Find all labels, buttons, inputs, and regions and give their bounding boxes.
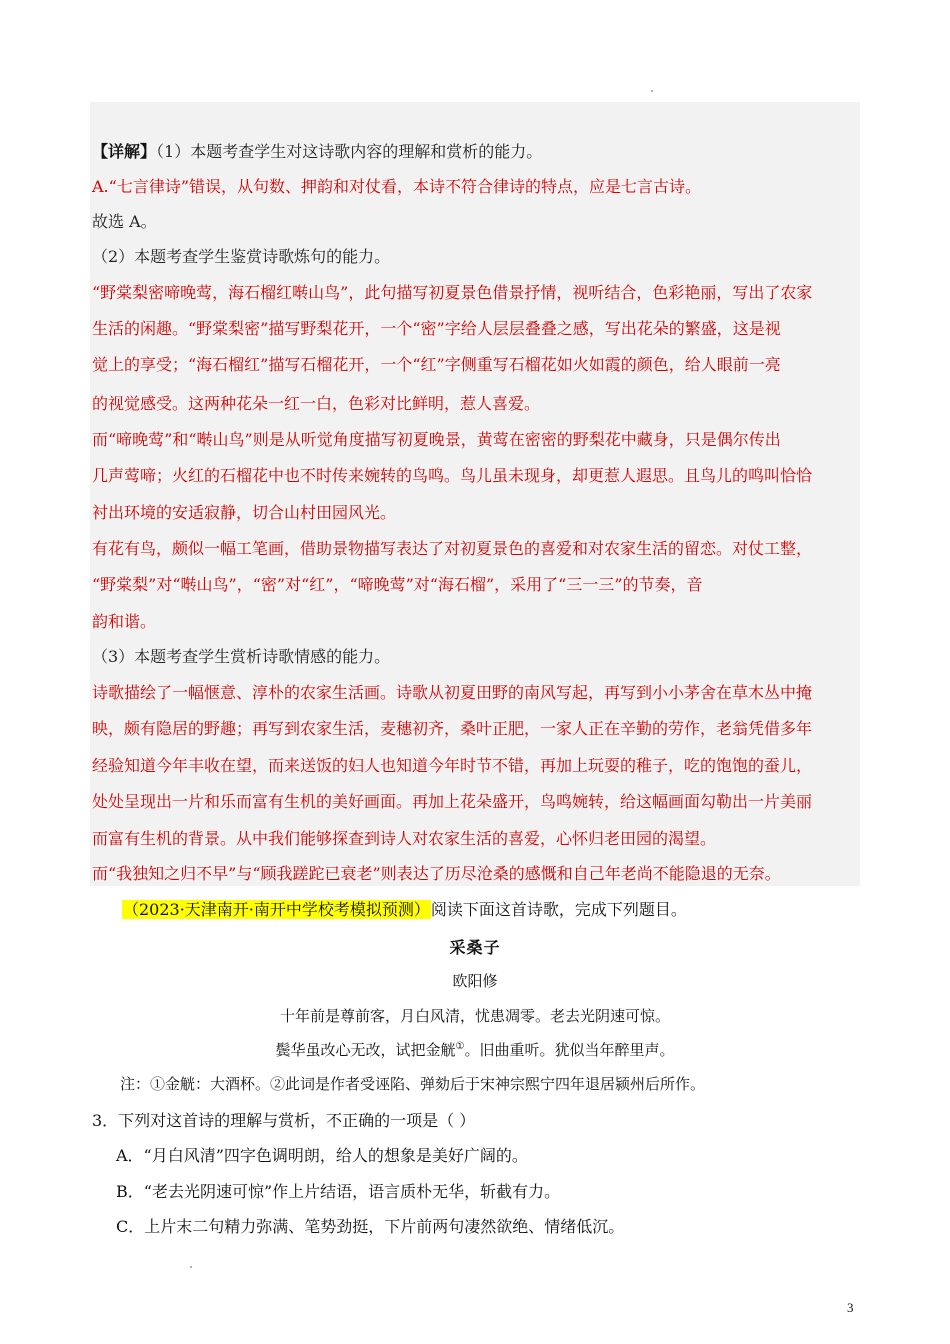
explanation-line: 几声莺啼；火红的石榴花中也不时传来婉转的鸟鸣。鸟儿虽未现身，却更惹人遐思。且鸟儿的鸣叫恰恰 bbox=[92, 466, 813, 485]
explanation-line: （3）本题考查学生赏析诗歌情感的能力。 bbox=[92, 647, 391, 666]
explanation-line: 生活的闲趣。“野棠梨密”描写野梨花开，一个“密”字给人层层叠叠之感，写出花朵的繁盛，这是视 bbox=[92, 319, 781, 338]
explanation-line: 而“啼晚莺”和“啭山鸟”则是从听觉角度描写初夏晚景，黄莺在密密的野梨花中藏身，只是偶尔传出 bbox=[92, 430, 781, 449]
explanation-line: 而富有生机的背景。从中我们能够探查到诗人对农家生活的喜爱，心怀归老田园的渴望。 bbox=[92, 829, 717, 848]
explanation-line: 的视觉感受。这两种花朵一红一白，色彩对比鲜明，惹人喜爱。 bbox=[92, 394, 541, 413]
explanation-line: “野棠梨密啼晚莺，海石榴红啭山鸟”，此句描写初夏景色借景抒情，视听结合，色彩艳丽，写出了农家 bbox=[92, 283, 813, 302]
page-number: 3 bbox=[847, 1300, 854, 1315]
explanation-line: 诗歌描绘了一幅惬意、淳朴的农家生活画。诗歌从初夏田野的南风写起，再写到小小茅舍在草木丛中掩 bbox=[92, 683, 813, 702]
explanation-line: 而“我独知之归不早”与“顾我蹉跎已衰老”则表达了历尽沧桑的感慨和自己年老尚不能隐退的无奈。 bbox=[92, 864, 781, 883]
explanation-line: 处处呈现出一片和乐而富有生机的美好画面。再加上花朵盛开，鸟鸣婉转，给这幅画面勾勒出一片美丽 bbox=[92, 792, 813, 811]
poem-note: 注：①金觥：大酒杯。②此词是作者受诬陷、弹劾后于宋神宗熙宁四年退居颍州后所作。 bbox=[120, 1075, 706, 1093]
poem-line: 十年前是尊前客，月白风清，忧患凋零。老去光阴速可惊。 bbox=[279, 1007, 670, 1025]
speck-mark bbox=[190, 1266, 192, 1268]
poem-line-part: 鬓华虽改心无改，试把金觥 bbox=[275, 1041, 456, 1059]
explanation-heading: （1）本题考查学生对这诗歌内容的理解和赏析的能力。 bbox=[156, 142, 543, 161]
poem-author: 欧阳修 bbox=[452, 972, 498, 990]
explanation-line: 有花有鸟，颇似一幅工笔画，借助景物描写表达了对初夏景色的喜爱和对农家生活的留恋。对仗工整， bbox=[92, 539, 813, 558]
explanation-line: （2）本题考查学生鉴赏诗歌炼句的能力。 bbox=[92, 247, 391, 266]
poem-title: 采桑子 bbox=[449, 938, 501, 957]
option-a[interactable]: A．“月白风清”四字色调明朗，给人的想象是美好广阔的。 bbox=[116, 1146, 528, 1165]
speck-mark bbox=[651, 90, 653, 92]
explanation-line: A.“七言律诗”错误，从句数、押韵和对仗看，本诗不符合律诗的特点，应是七言古诗。 bbox=[92, 177, 702, 196]
footnote-marker: ① bbox=[455, 1041, 465, 1052]
option-c[interactable]: C．上片末二句精力弥满、笔势劲挺，下片前两句凄然欲绝、情绪低沉。 bbox=[116, 1217, 625, 1236]
source-tag: （2023·天津南开·南开中学校考模拟预测） bbox=[123, 900, 430, 919]
explanation-line: 韵和谐。 bbox=[92, 612, 157, 631]
question-source bbox=[122, 900, 687, 920]
explanation-line bbox=[92, 142, 542, 162]
explanation-line: 映，颇有隐居的野趣；再写到农家生活，麦穗初齐，桑叶正肥，一家人正在辛勤的劳作，老翁凭借多年 bbox=[92, 719, 813, 738]
explanation-tag: 【详解】 bbox=[92, 142, 157, 161]
explanation-line: 故选 A。 bbox=[92, 212, 157, 231]
poem-line-part: 。旧曲重听。犹似当年醉里声。 bbox=[464, 1041, 675, 1059]
source-instruction: 阅读下面这首诗歌，完成下列题目。 bbox=[430, 900, 687, 919]
explanation-line: 衬出环境的安适寂静，切合山村田园风光。 bbox=[92, 503, 397, 522]
explanation-line: 经验知道今年丰收在望，而来送饭的妇人也知道今年时节不错，再加上玩耍的稚子，吃的饱饱的蚕儿， bbox=[92, 756, 813, 775]
explanation-line: “野棠梨”对“啭山鸟”，“密”对“红”，“啼晚莺”对“海石榴”，采用了“三一三”的节奏，音 bbox=[92, 575, 703, 594]
explanation-line: 觉上的享受；“海石榴红”描写石榴花开，一个“红”字侧重写石榴花如火如霞的颜色，给人眼前一亮 bbox=[92, 355, 781, 374]
poem-line bbox=[0, 1039, 950, 1060]
option-b[interactable]: B．“老去光阴速可惊”作上片结语，语言质朴无华，斩截有力。 bbox=[116, 1182, 561, 1201]
question-stem: 3．下列对这首诗的理解与赏析，不正确的一项是（ ） bbox=[92, 1111, 476, 1130]
